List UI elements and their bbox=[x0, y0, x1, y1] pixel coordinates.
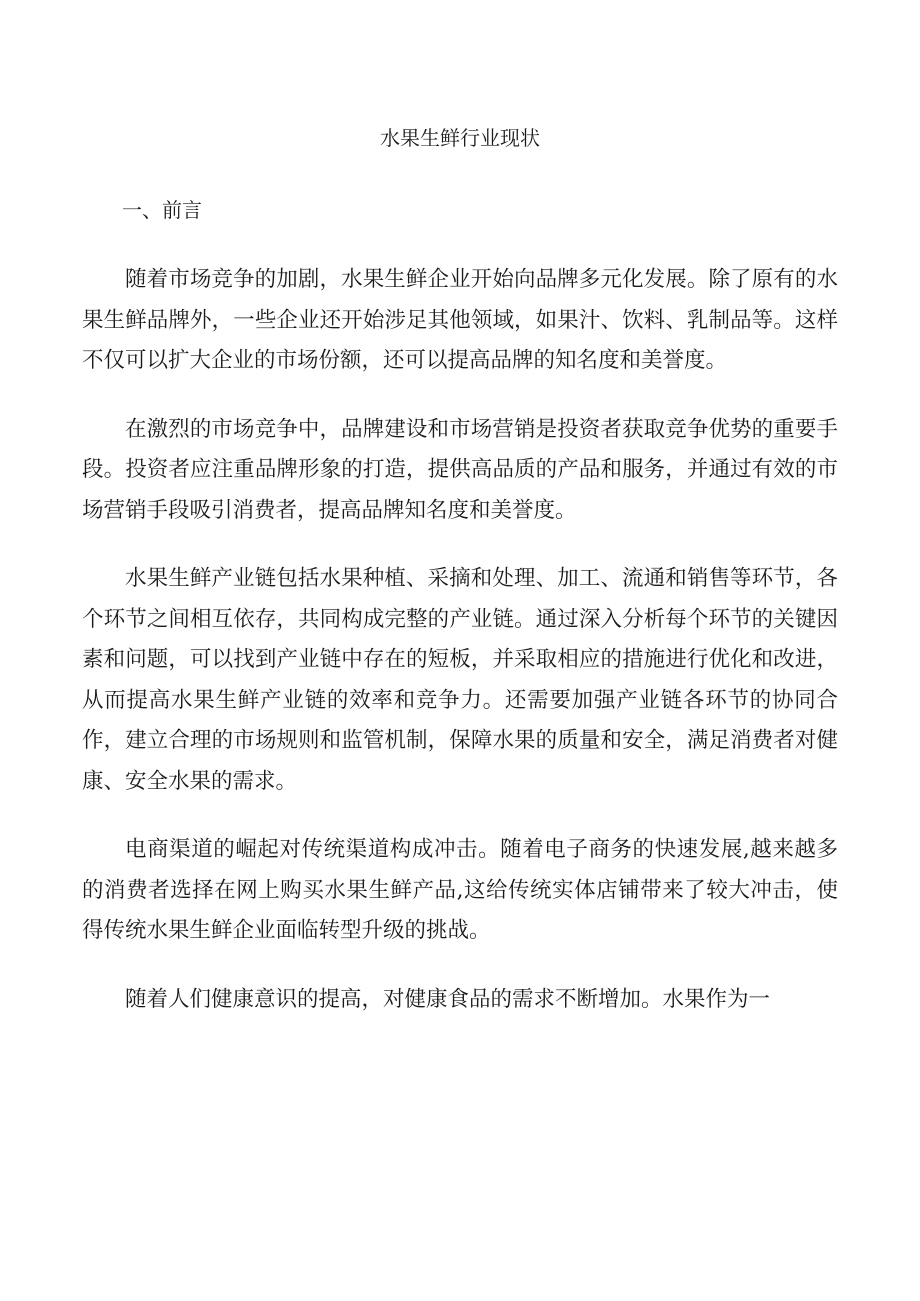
paragraph-5: 随着人们健康意识的提高，对健康食品的需求不断增加。水果作为一 bbox=[125, 986, 771, 1012]
section-heading: 一、前言 bbox=[122, 198, 202, 222]
paragraph-3: 水果生鲜产业链包括水果种植、采摘和处理、加工、流通和销售等环节，各个环节之间相互依存，共同构成完整的产业链。通过深入分析每个环节的关键因素和问题，可以找到产业链中存在的短板，并采取相应的措施进行优化和改进，从而提高水果生鲜产业链的效率和竞争力。还需要加强产业链各环节的协同合作，建立合理的市场规则和监管机制，保障水果的质量和安全，满足消费者对健康、安全水果的需求。 bbox=[82, 566, 838, 794]
document-title: 水果生鲜行业现状 bbox=[380, 126, 540, 150]
paragraph-4: 电商渠道的崛起对传统渠道构成冲击。随着电子商务的快速发展,越来越多的消费者选择在网上购买水果生鲜产品,这给传统实体店铺带来了较大冲击，使得传统水果生鲜企业面临转型升级的挑战。 bbox=[82, 837, 838, 943]
paragraph-2: 在激烈的市场竞争中，品牌建设和市场营销是投资者获取竞争优势的重要手段。投资者应注重品牌形象的打造，提供高品质的产品和服务，并通过有效的市场营销手段吸引消费者，提高品牌知名度和美誉度。 bbox=[82, 416, 838, 523]
paragraph-1: 随着市场竞争的加剧，水果生鲜企业开始向品牌多元化发展。除了原有的水果生鲜品牌外，一些企业还开始涉足其他领域，如果汁、饮料、乳制品等。这样不仅可以扩大企业的市场份额，还可以提高品牌的知名度和美誉度。 bbox=[82, 267, 838, 373]
document-body bbox=[82, 118, 838, 1020]
